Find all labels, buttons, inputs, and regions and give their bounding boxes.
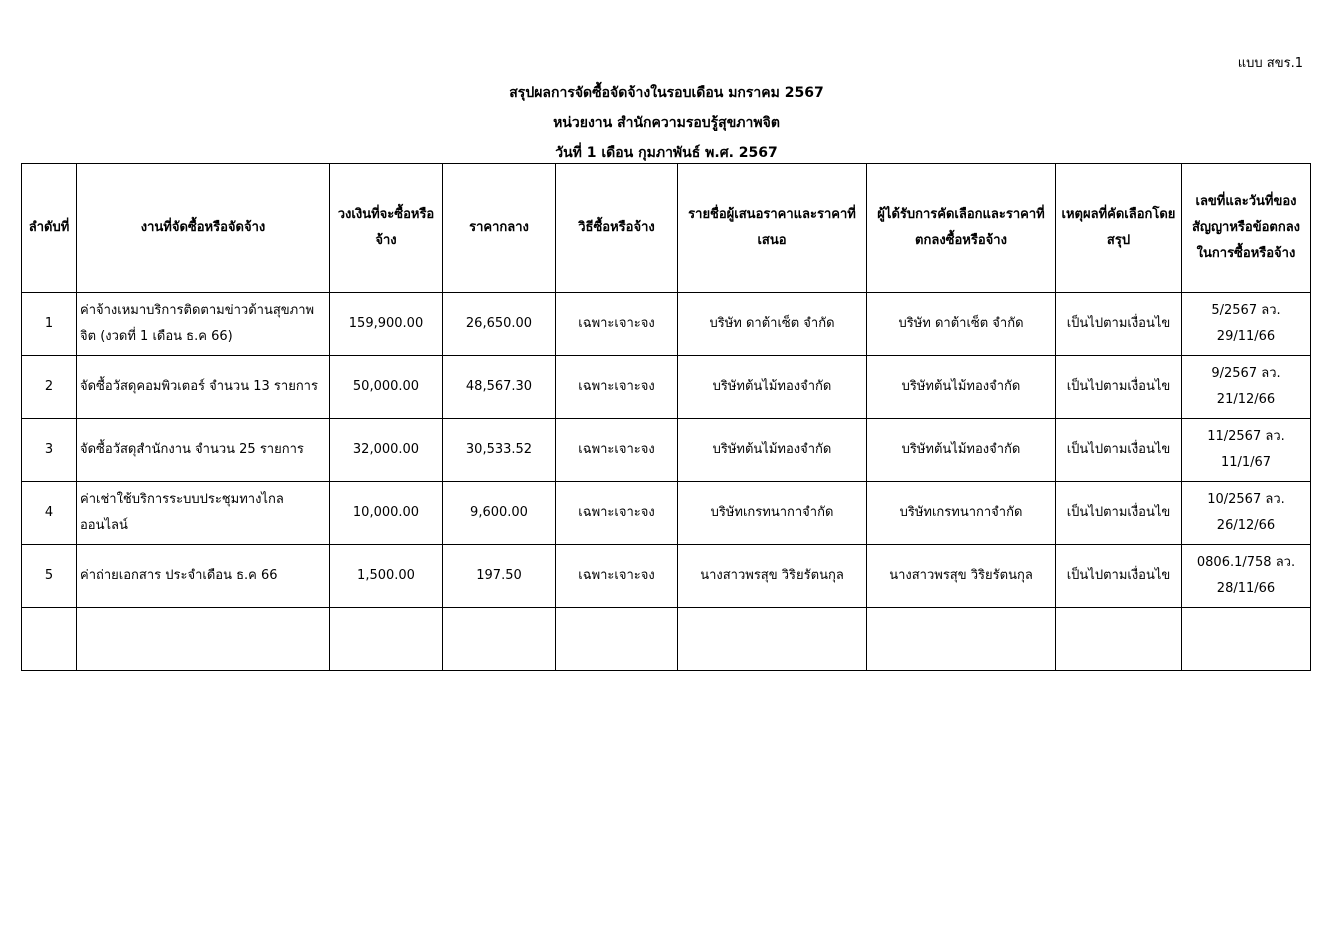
bidder: บริษัทเกรทนากาจำกัด xyxy=(678,482,867,545)
header-cell: วงเงินที่จะซื้อหรือจ้าง xyxy=(330,164,443,293)
item-description: ค่าจ้างเหมาบริการติดตามข่าวด้านสุขภาพจิต (งวดที่ 1 เดือน ธ.ค 66) xyxy=(77,293,330,356)
reference-price: 9,600.00 xyxy=(443,482,556,545)
table-row xyxy=(22,545,1311,608)
budget-amount: 50,000.00 xyxy=(330,356,443,419)
header-cell: วิธีซื้อหรือจ้าง xyxy=(556,164,678,293)
budget-amount: 1,500.00 xyxy=(330,545,443,608)
row-number: 3 xyxy=(22,419,77,482)
agency-line: หน่วยงาน สำนักความรอบรู้สุขภาพจิต xyxy=(553,115,780,131)
selection-reason: เป็นไปตามเงื่อนไข xyxy=(1056,545,1182,608)
table-row xyxy=(22,293,1311,356)
procurement-method: เฉพาะเจาะจง xyxy=(556,419,678,482)
procurement-table xyxy=(21,163,1311,671)
row-number: 4 xyxy=(22,482,77,545)
table-row xyxy=(22,482,1311,545)
contract-ref: 5/2567 ลว. 29/11/66 xyxy=(1182,293,1311,356)
bidder xyxy=(678,608,867,671)
form-code: แบบ สขร.1 xyxy=(1237,56,1303,71)
item-description: ค่าเช่าใช้บริการระบบประชุมทางไกลออนไลน์ xyxy=(77,482,330,545)
selection-reason: เป็นไปตามเงื่อนไข xyxy=(1056,419,1182,482)
date-line: วันที่ 1 เดือน กุมภาพันธ์ พ.ศ. 2567 xyxy=(555,145,778,161)
budget-amount: 10,000.00 xyxy=(330,482,443,545)
selected-vendor: บริษัทต้นไม้ทองจำกัด xyxy=(867,356,1056,419)
header-cell: เลขที่และวันที่ของสัญญาหรือข้อตกลงในการซื้อหรือจ้าง xyxy=(1182,164,1311,293)
selection-reason: เป็นไปตามเงื่อนไข xyxy=(1056,482,1182,545)
procurement-method xyxy=(556,608,678,671)
bidder: บริษัทต้นไม้ทองจำกัด xyxy=(678,356,867,419)
selected-vendor: บริษัทเกรทนากาจำกัด xyxy=(867,482,1056,545)
procurement-method: เฉพาะเจาะจง xyxy=(556,293,678,356)
row-number: 2 xyxy=(22,356,77,419)
reference-price: 197.50 xyxy=(443,545,556,608)
selected-vendor xyxy=(867,608,1056,671)
item-description: ค่าถ่ายเอกสาร ประจำเดือน ธ.ค 66 xyxy=(77,545,330,608)
document-title: สรุปผลการจัดซื้อจัดจ้างในรอบเดือน มกราคม 2567 xyxy=(509,85,824,101)
selected-vendor: บริษัทต้นไม้ทองจำกัด xyxy=(867,419,1056,482)
contract-ref xyxy=(1182,608,1311,671)
procurement-method: เฉพาะเจาะจง xyxy=(556,356,678,419)
reference-price xyxy=(443,608,556,671)
bidder: บริษัทต้นไม้ทองจำกัด xyxy=(678,419,867,482)
budget-amount: 32,000.00 xyxy=(330,419,443,482)
contract-ref: 11/2567 ลว. 11/1/67 xyxy=(1182,419,1311,482)
table-header-row xyxy=(22,164,1311,293)
header-cell: ราคากลาง xyxy=(443,164,556,293)
reference-price: 48,567.30 xyxy=(443,356,556,419)
row-number: 5 xyxy=(22,545,77,608)
bidder: บริษัท ดาต้าเซ็ต จำกัด xyxy=(678,293,867,356)
selection-reason: เป็นไปตามเงื่อนไข xyxy=(1056,293,1182,356)
item-description xyxy=(77,608,330,671)
row-number xyxy=(22,608,77,671)
budget-amount xyxy=(330,608,443,671)
reference-price: 30,533.52 xyxy=(443,419,556,482)
table-row xyxy=(22,419,1311,482)
procurement-method: เฉพาะเจาะจง xyxy=(556,482,678,545)
header-cell: รายชื่อผู้เสนอราคาและราคาที่เสนอ xyxy=(678,164,867,293)
selection-reason xyxy=(1056,608,1182,671)
header-cell: เหตุผลที่คัดเลือกโดยสรุป xyxy=(1056,164,1182,293)
selection-reason: เป็นไปตามเงื่อนไข xyxy=(1056,356,1182,419)
table-row-empty xyxy=(22,608,1311,671)
contract-ref: 9/2567 ลว. 21/12/66 xyxy=(1182,356,1311,419)
selected-vendor: นางสาวพรสุข วิริยรัตนกุล xyxy=(867,545,1056,608)
header-cell: ลำดับที่ xyxy=(22,164,77,293)
header-cell: ผู้ได้รับการคัดเลือกและราคาที่ตกลงซื้อหรือจ้าง xyxy=(867,164,1056,293)
header-cell: งานที่จัดซื้อหรือจัดจ้าง xyxy=(77,164,330,293)
budget-amount: 159,900.00 xyxy=(330,293,443,356)
procurement-method: เฉพาะเจาะจง xyxy=(556,545,678,608)
table-row xyxy=(22,356,1311,419)
contract-ref: 0806.1/758 ลว. 28/11/66 xyxy=(1182,545,1311,608)
selected-vendor: บริษัท ดาต้าเซ็ต จำกัด xyxy=(867,293,1056,356)
row-number: 1 xyxy=(22,293,77,356)
contract-ref: 10/2567 ลว. 26/12/66 xyxy=(1182,482,1311,545)
item-description: จัดซื้อวัสดุคอมพิวเตอร์ จำนวน 13 รายการ xyxy=(77,356,330,419)
reference-price: 26,650.00 xyxy=(443,293,556,356)
bidder: นางสาวพรสุข วิริยรัตนกุล xyxy=(678,545,867,608)
item-description: จัดซื้อวัสดุสำนักงาน จำนวน 25 รายการ xyxy=(77,419,330,482)
